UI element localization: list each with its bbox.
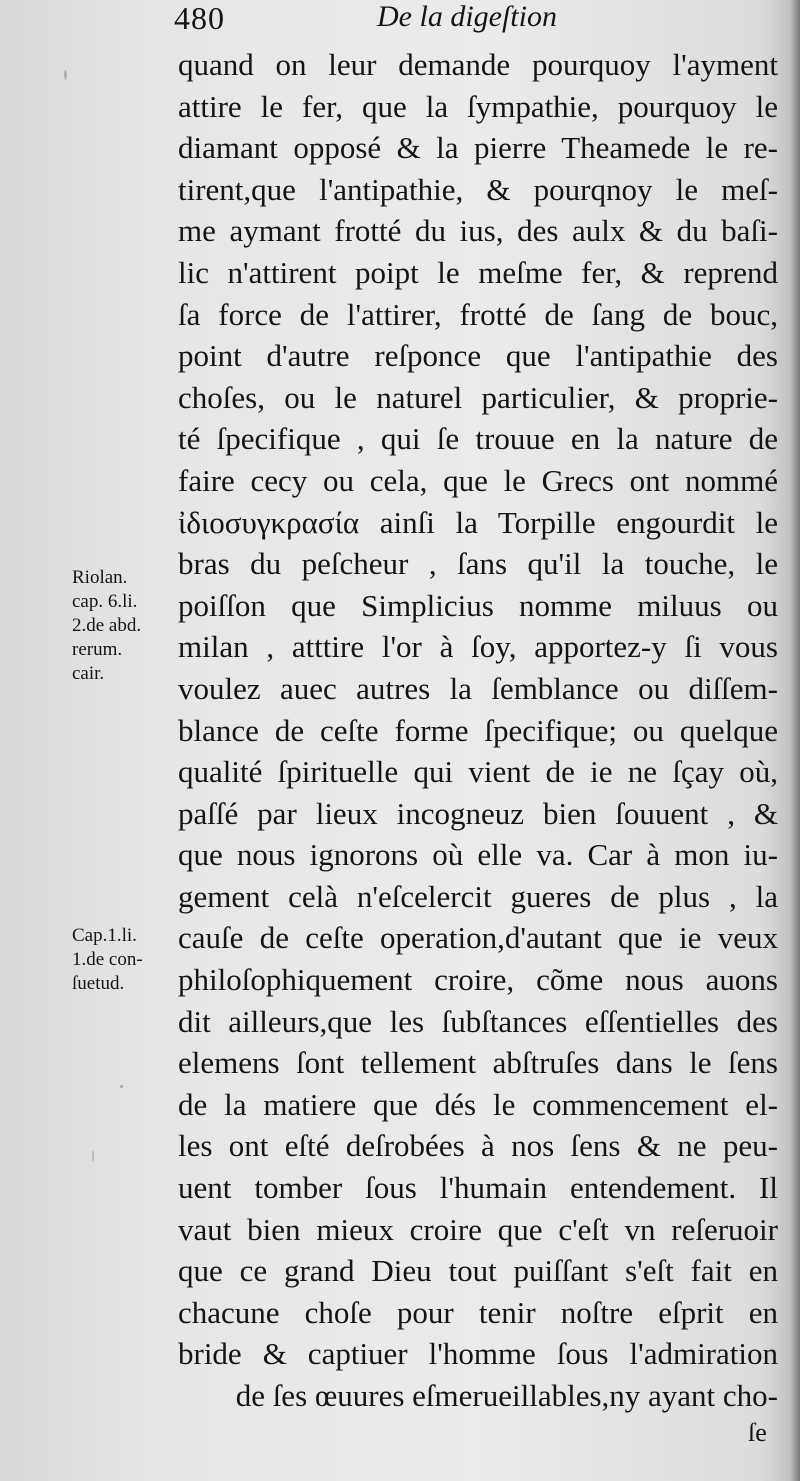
running-title: De la digeſtion (377, 0, 557, 33)
text-line: voulez auec autres la ſemblance ou diſſem- (178, 670, 778, 706)
text-line: choſes, ou le naturel particulier, & proprie- (178, 379, 778, 415)
text-line: attire le fer, que la ſympathie, pourquoy le (178, 88, 778, 124)
text-line: dit ailleurs,que les ſubſtances eſſentielles des (178, 1003, 778, 1039)
margin-note-line: rerum. (72, 639, 123, 660)
margin-note-line: ſuetud. (72, 973, 125, 994)
text-line: gement celà n'eſcelercit gueres de plus , la (178, 878, 778, 914)
text-line: milan , atttire l'or à ſoy, apportez-y ſi vous (178, 629, 778, 665)
text-line: de ſes œuures eſmerueillables,ny ayant cho- (235, 1378, 778, 1413)
text-line: me aymant frotté du ius, des aulx & du baſi- (178, 213, 778, 249)
margin-note-line: Riolan. (72, 567, 128, 588)
text-line: diamant opposé & la pierre Theamede le re- (178, 130, 778, 166)
text-line: qualité ſpirituelle qui vient de ie ne ſçay où, (178, 754, 778, 790)
paper-speck (120, 1085, 123, 1088)
text-line: uent tomber ſous l'humain entendement. Il (178, 1170, 778, 1206)
text-line: té ſpecifique , qui ſe trouue en la nature de (178, 421, 778, 457)
text-line: que nous ignorons où elle va. Car à mon iu- (178, 837, 778, 873)
page-number: 480 (174, 0, 225, 36)
text-line: ἰδιοσυγκρασία ainſi la Torpille engourdit le (178, 504, 778, 540)
text-line: vaut bien mieux croire que c'eſt vn reſeruoir (178, 1211, 778, 1247)
catchword: ſe (748, 1418, 767, 1447)
margin-note-consuetud (72, 924, 172, 996)
text-line: bride & captiuer l'homme ſous l'admiration (178, 1336, 778, 1372)
text-line: cauſe de ceſte operation,d'autant que ie veux (178, 920, 778, 956)
margin-note-line: 1.de con- (72, 949, 143, 970)
paper-speck (92, 1150, 94, 1162)
text-line: philoſophiquement croire, cõme nous auons (178, 962, 778, 998)
page-edge-shadow (790, 0, 800, 1481)
text-line: poiſſon que Simplicius nomme miluus ou (178, 587, 778, 623)
text-line: lic n'attirent poipt le meſme fer, & reprend (178, 254, 778, 290)
page-header (172, 0, 772, 36)
text-line: point d'autre reſponce que l'antipathie des (178, 338, 778, 374)
text-line: bras du peſcheur , ſans qu'il la touche, le (178, 546, 778, 582)
text-line: quand on leur demande pourquoy l'ayment (178, 47, 778, 82)
text-line: paſſé par lieux incogneuz bien ſouuent , & (178, 795, 778, 831)
text-line: faire cecy ou cela, que le Grecs ont nommé (178, 462, 778, 498)
text-line: tirent,que l'antipathie, & pourqnoy le meſ- (178, 171, 778, 207)
margin-note-line: 2.de abd. (72, 615, 142, 636)
margin-note-line: Cap.1.li. (72, 925, 137, 946)
text-line: que ce grand Dieu tout puiſſant s'eſt fait en (178, 1253, 778, 1289)
margin-note-line: cair. (72, 663, 105, 684)
text-line: blance de ceſte forme ſpecifique; ou quelque (178, 712, 778, 748)
paper-speck (64, 70, 67, 80)
text-line: ſa force de l'attirer, frotté de ſang de bouc, (178, 296, 778, 332)
text-line: chacune choſe pour tenir noſtre eſprit en (178, 1294, 778, 1330)
text-line: les ont eſté deſrobées à nos ſens & ne peu- (178, 1128, 778, 1164)
margin-note-line: cap. 6.li. (72, 591, 138, 612)
text-line: elemens ſont tellement abſtruſes dans le ſens (178, 1045, 778, 1081)
body-text (178, 44, 778, 1417)
text-line: de la matiere que dés le commencement el- (178, 1086, 778, 1122)
margin-note-riolan (72, 566, 172, 686)
